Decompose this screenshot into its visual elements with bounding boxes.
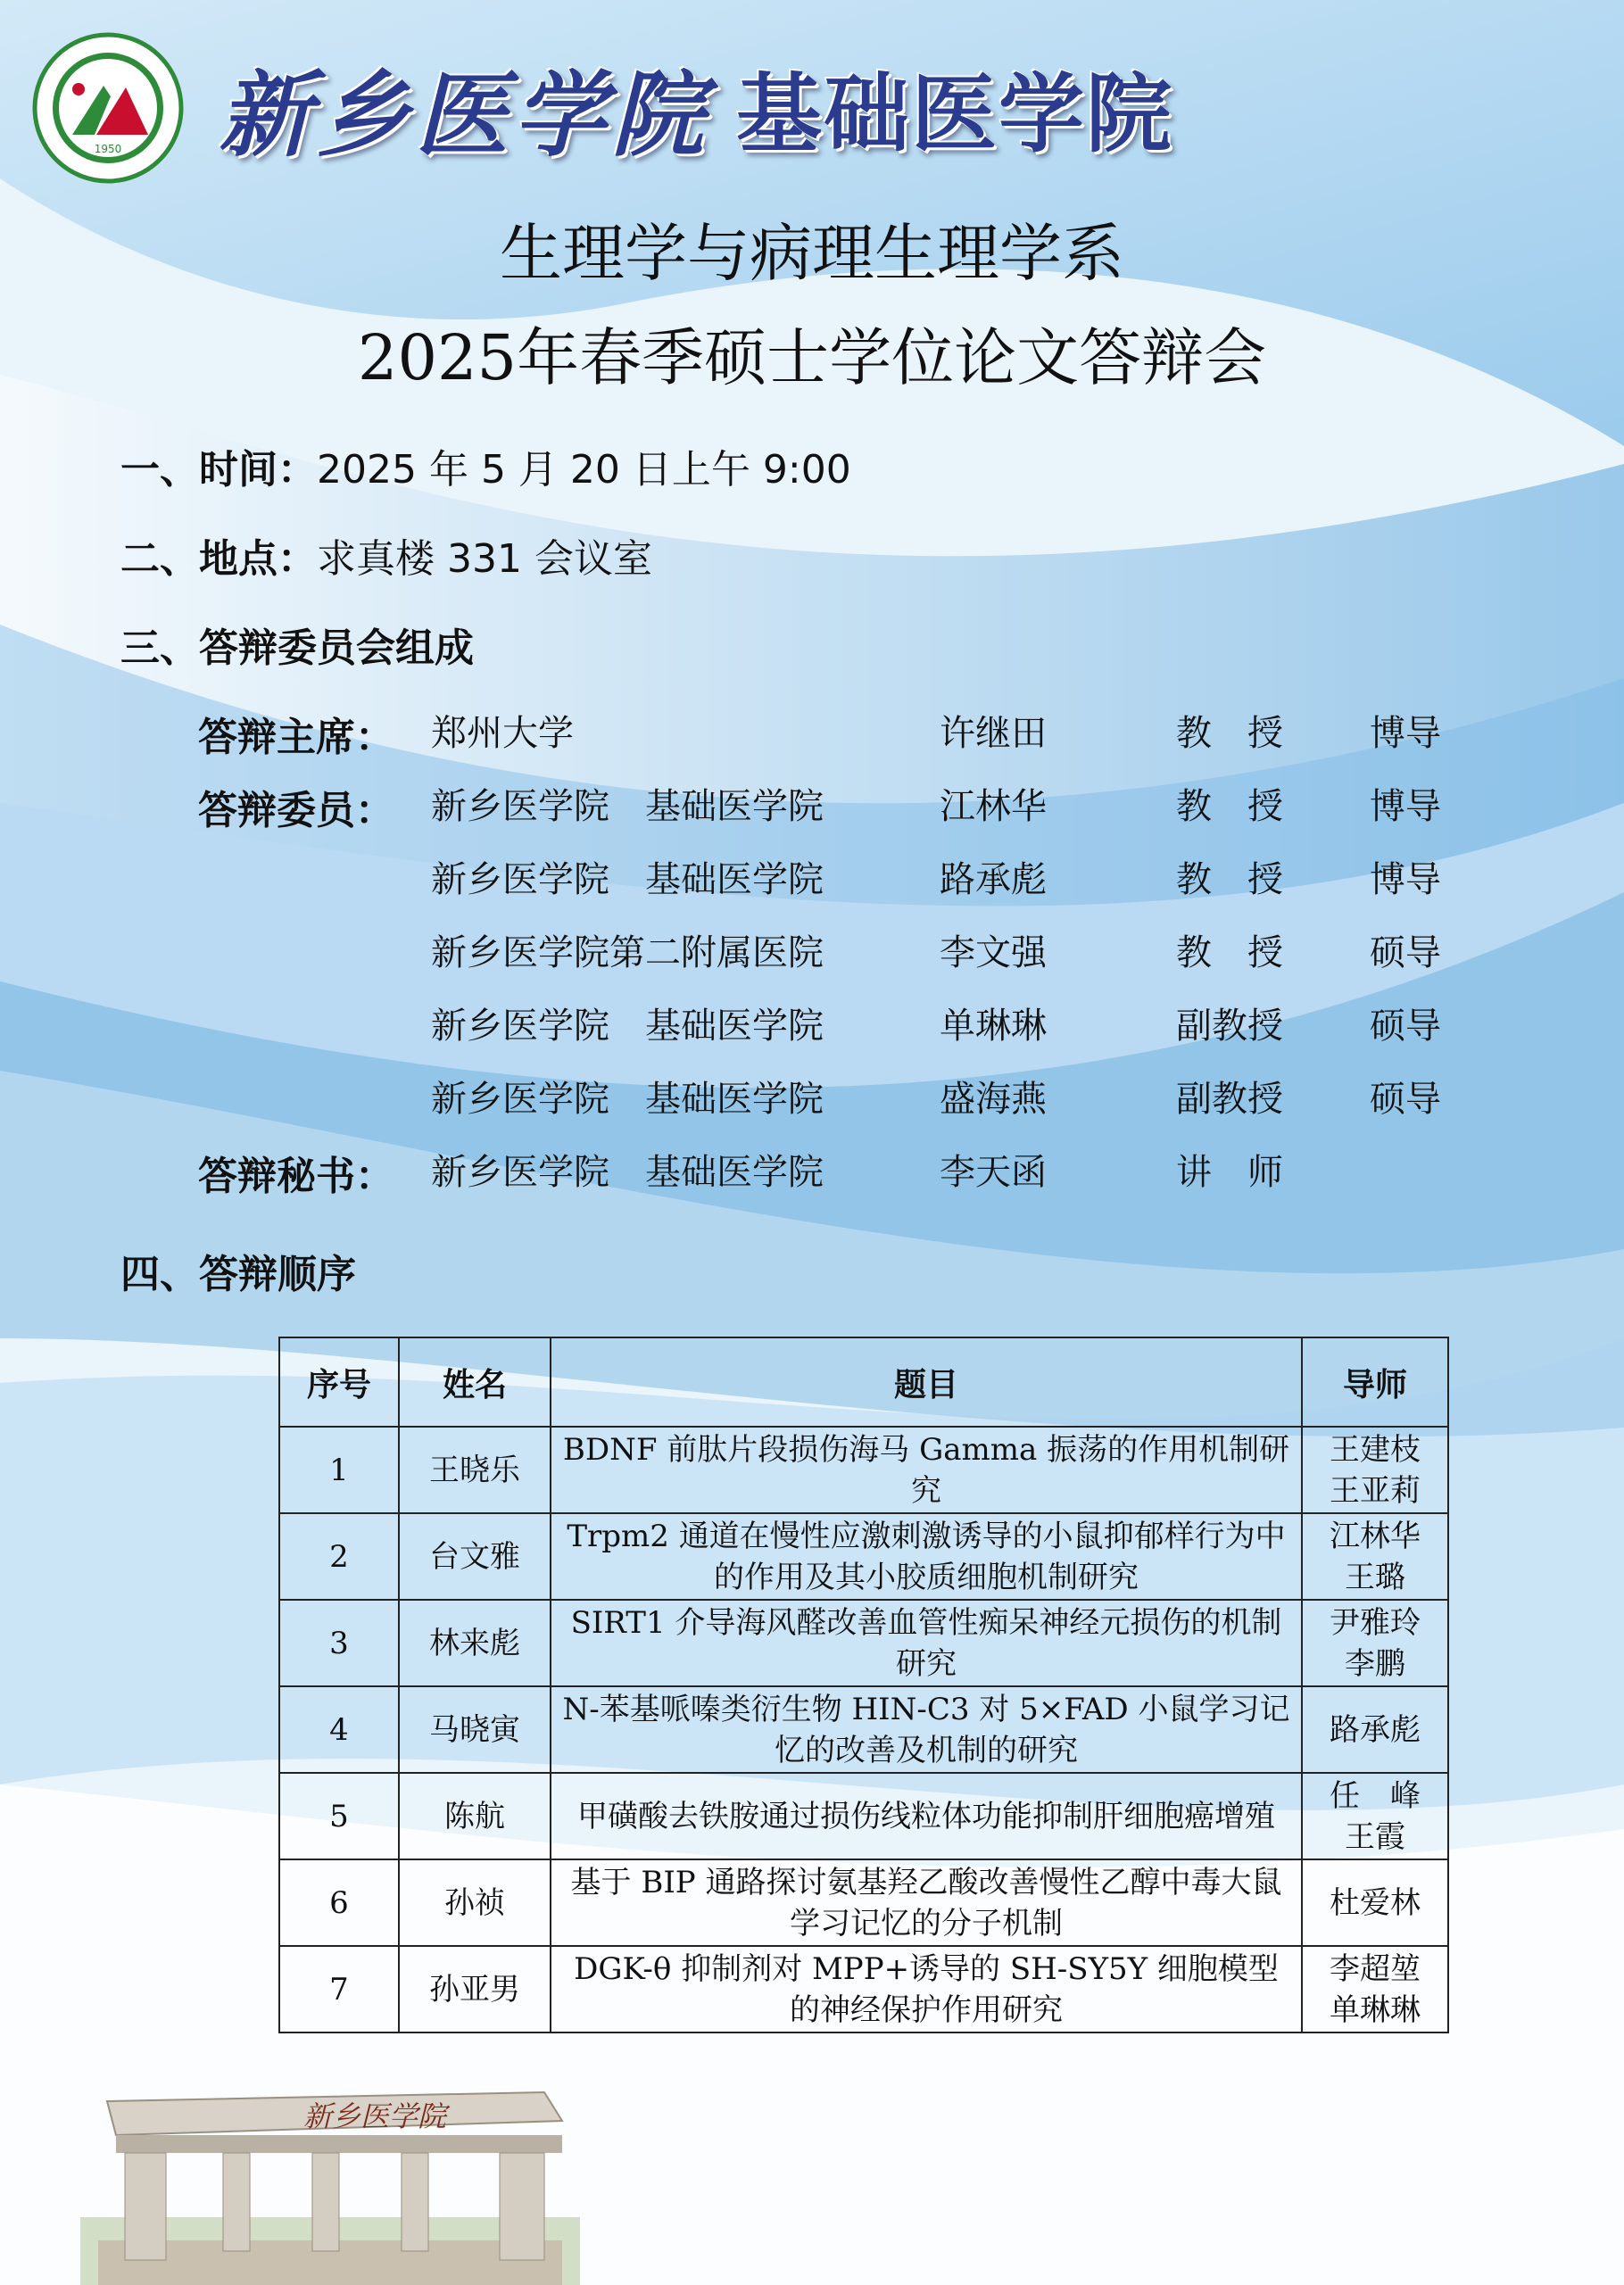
- place-value: 求真楼 331 会议室: [317, 536, 652, 582]
- section-order: [120, 1242, 356, 1299]
- committee-institution: 新乡医学院 基础医学院: [431, 786, 824, 827]
- committee-supervisor: 博导: [1370, 786, 1441, 827]
- row-topic: BDNF 前肽片段损伤海马 Gamma 振荡的作用机制研究: [551, 1427, 1302, 1513]
- title-line-2: 2025年春季硕士学位论文答辩会: [357, 321, 1267, 394]
- committee-name: 路承彪: [940, 859, 1047, 900]
- row-name: 孙祯: [399, 1859, 551, 1946]
- section-place: [120, 526, 652, 584]
- advisor: 尹雅玲: [1330, 1604, 1421, 1641]
- row-name: 台文雅: [399, 1513, 551, 1600]
- committee-title: 副教授: [1176, 1079, 1283, 1120]
- row-no: 1: [279, 1427, 399, 1513]
- svg-text:1950: 1950: [94, 143, 122, 155]
- row-topic: Trpm2 通道在慢性应激刺激诱导的小鼠抑郁样行为中的作用及其小胶质细胞机制研究: [551, 1513, 1302, 1600]
- row-advisors: [1302, 1600, 1448, 1686]
- committee-supervisor: 硕导: [1370, 932, 1441, 973]
- title-line-1: 生理学与病理生理学系: [500, 217, 1124, 290]
- table-row: [279, 1427, 1448, 1513]
- header-advisor: 导师: [1302, 1337, 1448, 1427]
- committee-row: [0, 1144, 1624, 1206]
- university-logo: [32, 32, 184, 184]
- row-name: 林来彪: [399, 1600, 551, 1686]
- committee-title: 讲 师: [1176, 1152, 1283, 1193]
- committee-row: [0, 1071, 1624, 1133]
- advisor: 李超堃: [1330, 1950, 1421, 1987]
- committee-institution: 新乡医学院 基础医学院: [431, 1079, 824, 1120]
- table-row: [279, 1600, 1448, 1686]
- committee-name: 单琳琳: [940, 1006, 1047, 1047]
- advisor: 王璐: [1345, 1559, 1405, 1595]
- committee-name: 李文强: [940, 932, 1047, 973]
- advisor: 杜爱林: [1330, 1884, 1421, 1921]
- defense-order-table: [278, 1337, 1449, 2033]
- gate-sign: 新乡医学院: [302, 2099, 447, 2133]
- header-topic: 题目: [551, 1337, 1302, 1427]
- row-no: 3: [279, 1600, 399, 1686]
- table-row: [279, 1859, 1448, 1946]
- table-row: [279, 1513, 1448, 1600]
- committee-title: 副教授: [1176, 1006, 1283, 1047]
- committee-role: 答辩主席：: [198, 715, 394, 760]
- committee-row: [0, 705, 1624, 767]
- table-row: [279, 1946, 1448, 2032]
- committee-title: 教 授: [1176, 859, 1283, 900]
- committee-role: 答辩秘书：: [198, 1154, 394, 1199]
- college-name: 基础医学院: [736, 63, 1174, 164]
- row-advisors: [1302, 1686, 1448, 1773]
- row-advisors: [1302, 1513, 1448, 1600]
- header-banner: [219, 54, 1174, 170]
- row-name: 孙亚男: [399, 1946, 551, 2032]
- table-row: [279, 1773, 1448, 1859]
- row-topic: 甲磺酸去铁胺通过损伤线粒体功能抑制肝细胞癌增殖: [551, 1773, 1302, 1859]
- row-topic: SIRT1 介导海风醛改善血管性痴呆神经元损伤的机制研究: [551, 1600, 1302, 1686]
- advisor: 王建枝: [1330, 1431, 1421, 1468]
- header-no: 序号: [279, 1337, 399, 1427]
- row-no: 6: [279, 1859, 399, 1946]
- committee-label: 三、答辩委员会组成: [120, 625, 474, 671]
- committee-institution: 新乡医学院第二附属医院: [431, 932, 824, 973]
- committee-row: [0, 998, 1624, 1060]
- row-no: 7: [279, 1946, 399, 2032]
- committee-row: [0, 778, 1624, 840]
- advisor: 任 峰: [1330, 1777, 1421, 1814]
- table-header-row: [279, 1337, 1448, 1427]
- time-value: 2025 年 5 月 20 日上午 9:00: [317, 447, 851, 493]
- advisor: 路承彪: [1330, 1711, 1421, 1748]
- time-label: 一、时间：: [120, 447, 317, 493]
- committee-name: 盛海燕: [940, 1079, 1047, 1120]
- committee-name: 李天函: [940, 1152, 1047, 1193]
- section-committee: [120, 616, 474, 673]
- row-advisors: [1302, 1946, 1448, 2032]
- row-name: 陈航: [399, 1773, 551, 1859]
- committee-title: 教 授: [1176, 786, 1283, 827]
- committee-institution: 新乡医学院 基础医学院: [431, 859, 824, 900]
- row-advisors: [1302, 1773, 1448, 1859]
- committee-role: 答辩委员：: [198, 788, 394, 833]
- table-row: [279, 1686, 1448, 1773]
- row-advisors: [1302, 1427, 1448, 1513]
- committee-name: 许继田: [940, 713, 1047, 754]
- place-label: 二、地点：: [120, 536, 317, 582]
- committee-institution: 新乡医学院 基础医学院: [431, 1152, 824, 1193]
- committee-supervisor: 博导: [1370, 713, 1441, 754]
- committee-name: 江林华: [940, 786, 1047, 827]
- row-no: 4: [279, 1686, 399, 1773]
- committee-institution: 新乡医学院 基础医学院: [431, 1006, 824, 1047]
- row-name: 王晓乐: [399, 1427, 551, 1513]
- row-topic: 基于 BIP 通路探讨氨基羟乙酸改善慢性乙醇中毒大鼠学习记忆的分子机制: [551, 1859, 1302, 1946]
- row-advisors: [1302, 1859, 1448, 1946]
- committee-row: [0, 851, 1624, 914]
- advisor: 江林华: [1330, 1518, 1421, 1554]
- advisor: 王亚莉: [1330, 1472, 1421, 1509]
- committee-supervisor: 博导: [1370, 859, 1441, 900]
- row-no: 5: [279, 1773, 399, 1859]
- committee-title: 教 授: [1176, 713, 1283, 754]
- header-name: 姓名: [399, 1337, 551, 1427]
- committee-supervisor: 硕导: [1370, 1079, 1441, 1120]
- order-label: 四、答辩顺序: [120, 1252, 356, 1297]
- committee-institution: 郑州大学: [431, 713, 574, 754]
- row-topic: N-苯基哌嗪类衍生物 HIN-C3 对 5×FAD 小鼠学习记忆的改善及机制的研究: [551, 1686, 1302, 1773]
- advisor: 单琳琳: [1330, 1991, 1421, 2028]
- advisor: 王霞: [1345, 1818, 1405, 1855]
- advisor: 李鹏: [1345, 1645, 1405, 1682]
- committee-row: [0, 924, 1624, 987]
- school-name-calligraphy: 新乡医学院: [219, 60, 710, 170]
- committee-title: 教 授: [1176, 932, 1283, 973]
- section-time: [120, 437, 851, 494]
- row-name: 马晓寅: [399, 1686, 551, 1773]
- campus-gate-illustration: [80, 2066, 580, 2285]
- row-no: 2: [279, 1513, 399, 1600]
- committee-supervisor: 硕导: [1370, 1006, 1441, 1047]
- row-topic: DGK-θ 抑制剂对 MPP+诱导的 SH-SY5Y 细胞模型的神经保护作用研究: [551, 1946, 1302, 2032]
